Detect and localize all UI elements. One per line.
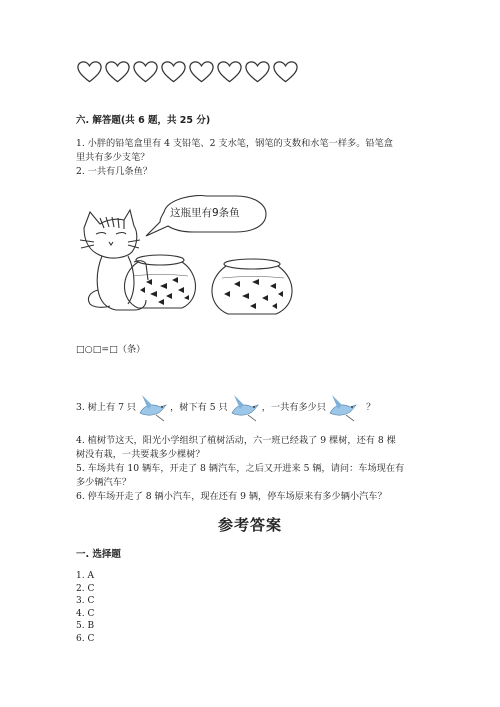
section-title: 六. 解答题(共 6 题，共 25 分)	[76, 115, 211, 126]
question-2: 2. 一共有几条鱼？	[76, 166, 152, 177]
answer-item: 5. B	[76, 621, 95, 632]
answers-title: 参考答案	[217, 516, 282, 534]
question-4-line-2: 树没有栽，一共要栽多少棵树？	[76, 449, 205, 460]
bird-icon	[136, 393, 170, 423]
answer-list	[76, 570, 94, 646]
answer-item: 4. C	[76, 608, 95, 619]
question-3-part-3: ，一共有多少只	[261, 402, 327, 413]
heart-icon	[272, 60, 299, 84]
question-3-part-4: ？	[366, 402, 376, 413]
answers-section-title: 一. 选择题	[76, 549, 121, 560]
fishbowl-right	[212, 259, 292, 314]
heart-icon	[244, 60, 271, 84]
question-3	[76, 393, 375, 423]
answer-item: 6. C	[76, 633, 95, 644]
question-3-part-2: ，树下有 5 只	[170, 402, 228, 413]
bird-icon	[326, 393, 360, 423]
heart-row	[76, 60, 306, 86]
speech-bubble-text: 这瓶里有9条鱼	[170, 207, 240, 219]
heart-icon	[132, 60, 159, 84]
answer-item: 2. C	[76, 583, 95, 594]
question-3-part-1: 3. 树上有 7 只	[76, 402, 137, 413]
answer-formula: □○□=□（条）	[76, 344, 146, 355]
question-1-line-2: 里共有多少支笔？	[76, 152, 150, 163]
bird-icon	[228, 393, 262, 423]
heart-icon	[104, 60, 131, 84]
question-5-line-2: 多少辆汽车？	[76, 477, 132, 488]
heart-icon	[216, 60, 243, 84]
question-6: 6. 停车场开走了 8 辆小汽车，现在还有 9 辆，停车场原来有多少辆小汽车？	[76, 491, 387, 502]
cat-drawing	[80, 210, 148, 310]
question-5-line-1: 5. 车场共有 10 辆车，开走了 8 辆汽车，之后又开进来 5 辆，请问：车场现在有	[76, 463, 405, 474]
answer-item: 3. C	[76, 596, 95, 607]
answer-item: 1. A	[76, 571, 94, 581]
heart-icon	[188, 60, 215, 84]
question-1-line-1: 1. 小胖的铅笔盒里有 4 支铅笔、2 支水笔，钢笔的支数和水笔一样多。铅笔盒	[76, 138, 393, 149]
question-4-line-1: 4. 植树节这天，阳光小学组织了植树活动，六一班已经栽了 9 棵树，还有 8 棵	[76, 435, 396, 446]
heart-icon	[76, 60, 103, 84]
fishbowl-left	[125, 255, 196, 308]
heart-icon	[160, 60, 187, 84]
